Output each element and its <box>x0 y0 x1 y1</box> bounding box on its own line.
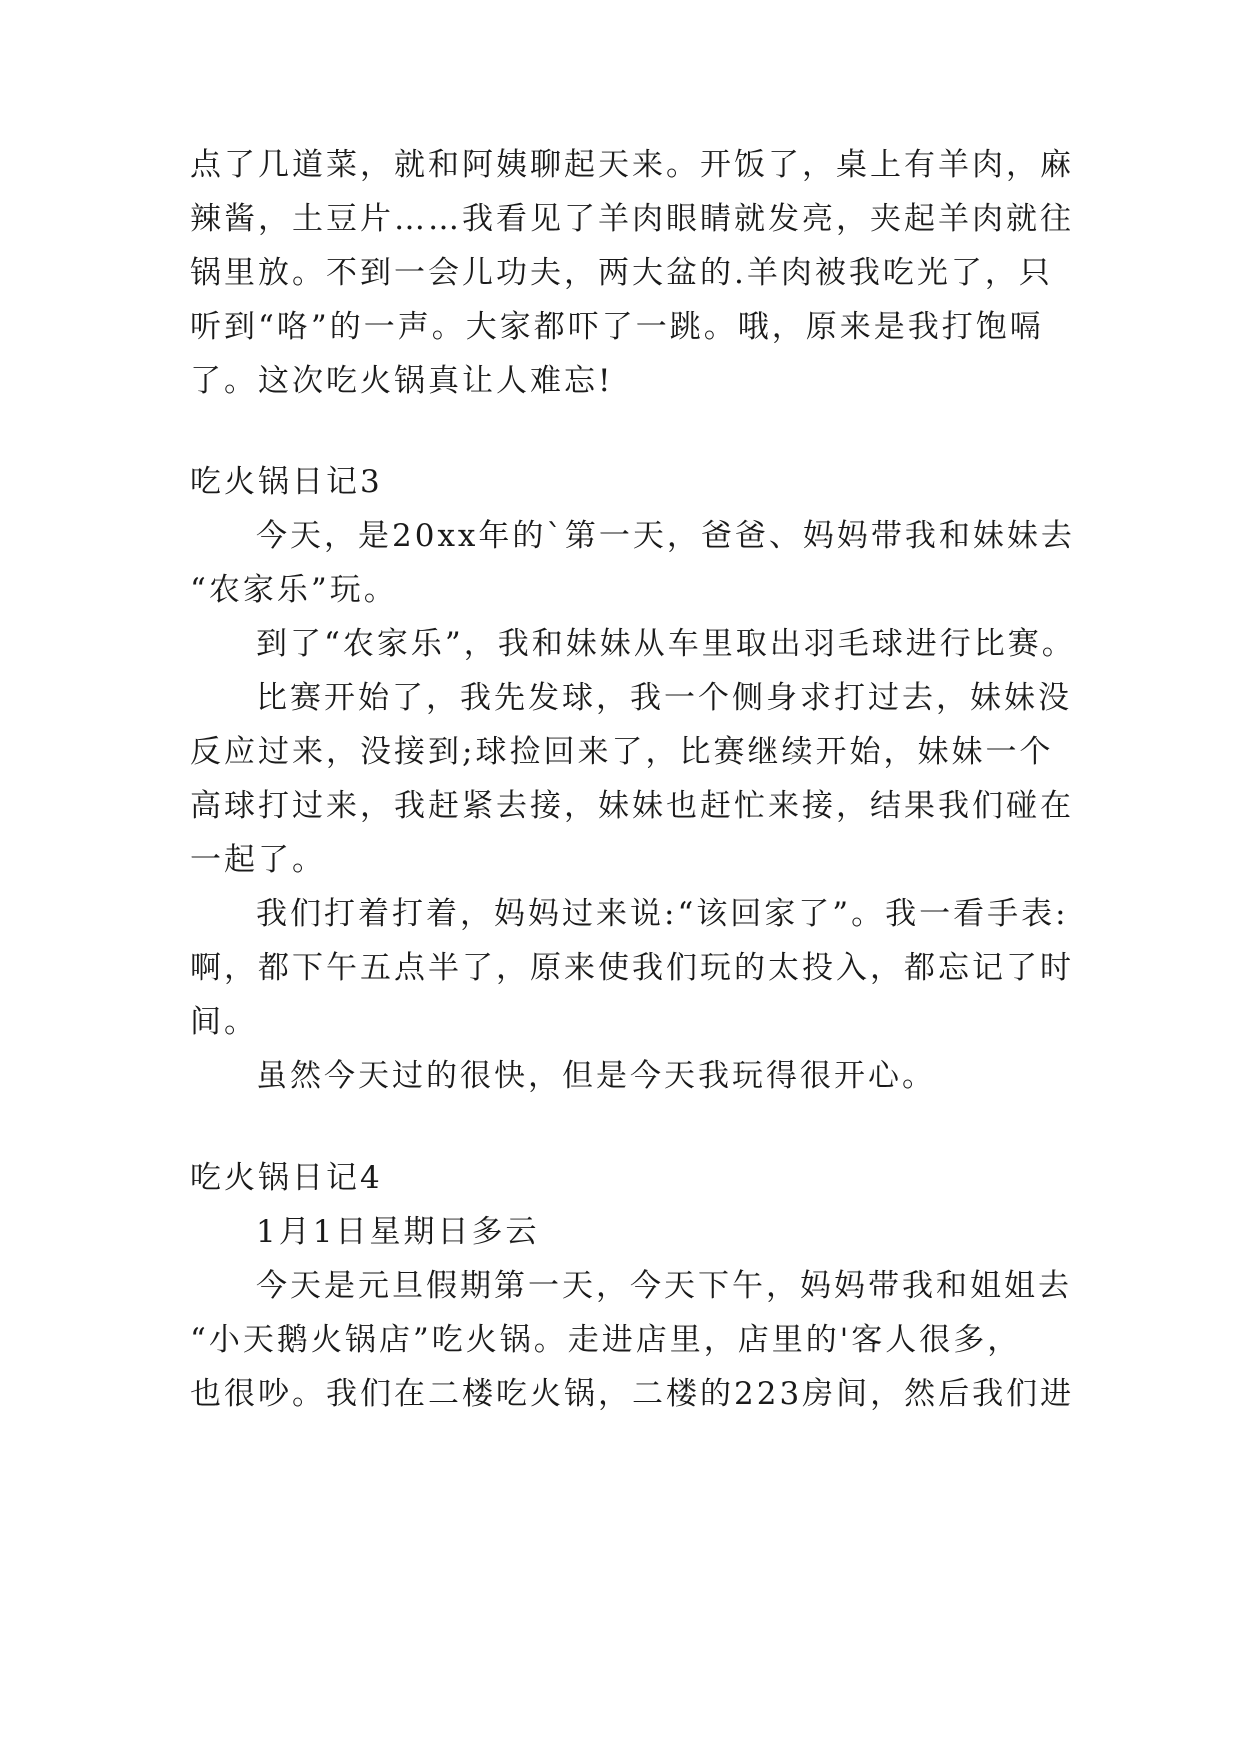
paragraph-line: 间。 <box>190 1004 258 1040</box>
paragraph-line: 锅里放。不到一会儿功夫，两大盆的.羊肉被我吃光了，只 <box>190 255 1053 291</box>
paragraph-line: 到了“农家乐”，我和妹妹从车里取出羽毛球进行比赛。 <box>256 626 1076 662</box>
section-heading: 吃火锅日记3 <box>190 464 383 500</box>
paragraph-line: “小天鹅火锅店”吃火锅。走进店里，店里的'客人很多， <box>190 1322 1022 1358</box>
paragraph-line: 听到“咯”的一声。大家都吓了一跳。哦，原来是我打饱嗝 <box>190 309 1044 345</box>
paragraph-line: “农家乐”玩。 <box>190 572 398 608</box>
paragraph-line: 比赛开始了，我先发球，我一个侧身求打过去，妹妹没 <box>256 680 1072 716</box>
section-heading: 吃火锅日记4 <box>190 1160 383 1196</box>
paragraph-line: 啊，都下午五点半了，原来使我们玩的太投入，都忘记了时 <box>190 950 1074 986</box>
paragraph-line: 一起了。 <box>190 842 326 878</box>
paragraph-line: 反应过来，没接到;球捡回来了，比赛继续开始，妹妹一个 <box>190 734 1054 770</box>
paragraph-line: 今天是元旦假期第一天，今天下午，妈妈带我和姐姐去 <box>256 1268 1072 1304</box>
paragraph-line: 虽然今天过的很快，但是今天我玩得很开心。 <box>256 1058 936 1094</box>
paragraph-line: 点了几道菜，就和阿姨聊起天来。开饭了，桌上有羊肉，麻 <box>190 147 1074 183</box>
paragraph-line: 我们打着打着，妈妈过来说:“该回家了”。我一看手表: <box>256 896 1069 932</box>
date-line: 1月1日星期日多云 <box>256 1214 540 1250</box>
paragraph-line: 也很吵。我们在二楼吃火锅，二楼的223房间，然后我们进 <box>190 1376 1075 1412</box>
paragraph-line: 今天，是20xx年的`第一天，爸爸、妈妈带我和妹妹去 <box>256 518 1075 554</box>
paragraph-line: 辣酱，土豆片……我看见了羊肉眼睛就发亮，夹起羊肉就往 <box>190 201 1074 237</box>
paragraph-line: 了。这次吃火锅真让人难忘! <box>190 363 614 399</box>
paragraph-line: 高球打过来，我赶紧去接，妹妹也赶忙来接，结果我们碰在 <box>190 788 1074 824</box>
